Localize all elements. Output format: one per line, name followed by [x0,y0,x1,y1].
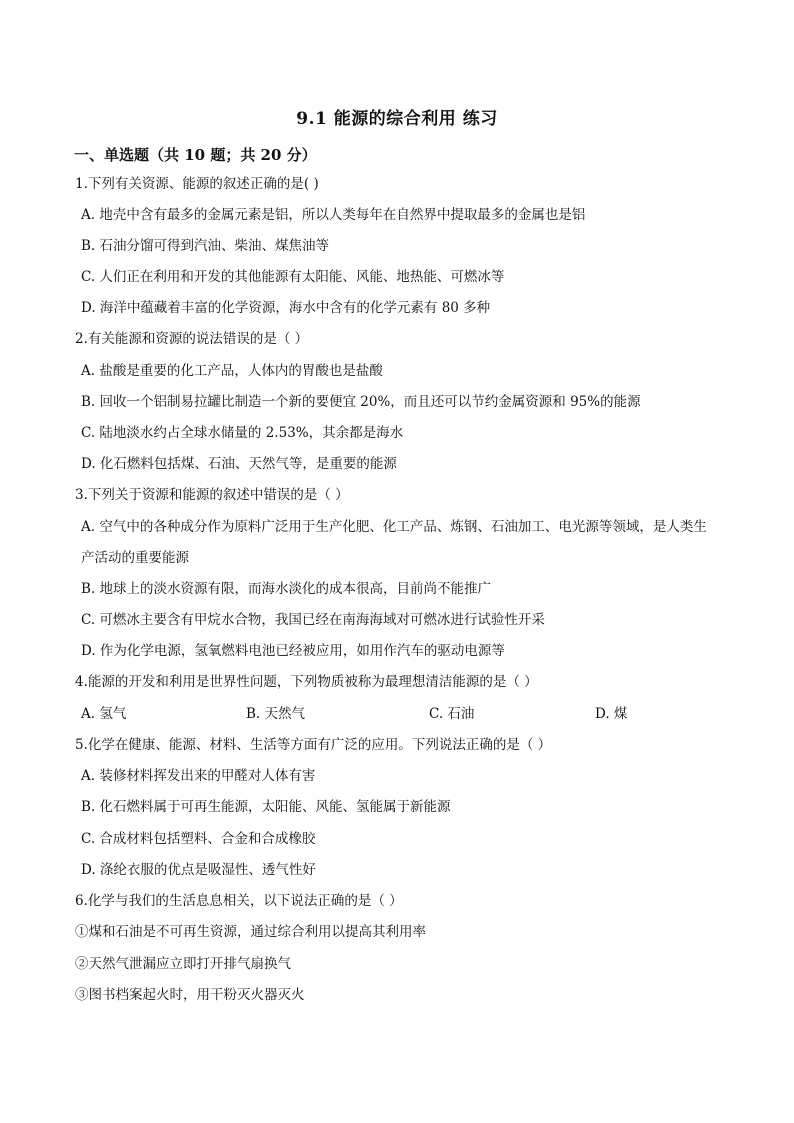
question-6-statement-1: ①煤和石油是不可再生资源，通过综合利用以提高其利用率 [75,924,426,940]
question-1-stem: 1.下列有关资源、能源的叙述正确的是( ) [75,176,319,192]
question-6-statement-2: ②天然气泄漏应立即打开排气扇换气 [75,956,291,972]
question-6-statement-3: ③图书档案起火时，用干粉灭火器灭火 [75,987,305,1003]
question-3-option-a[interactable]: A. 空气中的各种成分作为原料广泛用于生产化肥、化工产品、炼钢、石油加工、电光源等领域，是人类生 [81,519,707,535]
question-5-option-a[interactable]: A. 装修材料挥发出来的甲醛对人体有害 [81,768,316,784]
question-5-option-c[interactable]: C. 合成材料包括塑料、合金和合成橡胶 [81,831,316,847]
question-5-stem: 5.化学在健康、能源、材料、生活等方面有广泛的应用。下列说法正确的是（ ） [75,737,552,753]
question-1-option-b[interactable]: B. 石油分馏可得到汽油、柴油、煤焦油等 [81,238,330,254]
question-3-stem: 3.下列关于资源和能源的叙述中错误的是（ ） [75,487,349,503]
question-3-option-d[interactable]: D. 作为化学电源，氢氧燃料电池已经被应用，如用作汽车的驱动电源等 [81,643,505,659]
question-4-option-a[interactable]: A. 氢气 [81,706,127,722]
question-1-option-a[interactable]: A. 地壳中含有最多的金属元素是铝，所以人类每年在自然界中提取最多的金属也是铝 [81,207,586,223]
question-2-option-b[interactable]: B. 回收一个铝制易拉罐比制造一个新的要便宜 20%，而且还可以节约金属资源和 95%的能源 [81,394,641,410]
question-4-option-b[interactable]: B. 天然气 [246,706,306,722]
page-title: 9.1 能源的综合利用 练习 [296,109,498,129]
question-1-option-c[interactable]: C. 人们正在利用和开发的其他能源有太阳能、风能、地热能、可燃冰等 [81,269,505,285]
question-3-option-b[interactable]: B. 地球上的淡水资源有限，而海水淡化的成本很高，目前尚不能推广 [81,581,492,597]
question-4-stem: 4.能源的开发和利用是世界性问题，下列物质被称为最理想清洁能源的是（ ） [75,674,538,690]
question-5-option-d[interactable]: D. 涤纶衣服的优点是吸湿性、透气性好 [81,862,316,878]
question-4-option-d[interactable]: D. 煤 [595,706,628,722]
question-2-option-a[interactable]: A. 盐酸是重要的化工产品，人体内的胃酸也是盐酸 [81,363,383,379]
section-heading: 一、单选题（共 10 题；共 20 分） [74,146,317,164]
question-3-option-a-continued: 产活动的重要能源 [81,550,189,566]
question-6-stem: 6.化学与我们的生活息息相关，以下说法正确的是（ ） [75,893,403,909]
question-2-option-c[interactable]: C. 陆地淡水约占全球水储量的 2.53%，其余都是海水 [81,425,404,441]
question-1-option-d[interactable]: D. 海洋中蕴藏着丰富的化学资源，海水中含有的化学元素有 80 多种 [81,300,491,316]
question-5-option-b[interactable]: B. 化石燃料属于可再生能源，太阳能、风能、氢能属于新能源 [81,799,451,815]
question-2-option-d[interactable]: D. 化石燃料包括煤、石油、天然气等，是重要的能源 [81,456,397,472]
question-3-option-c[interactable]: C. 可燃冰主要含有甲烷水合物，我国已经在南海海域对可燃冰进行试验性开采 [81,612,545,628]
question-4-option-c[interactable]: C. 石油 [429,706,475,722]
question-2-stem: 2.有关能源和资源的说法错误的是（ ） [75,331,309,347]
